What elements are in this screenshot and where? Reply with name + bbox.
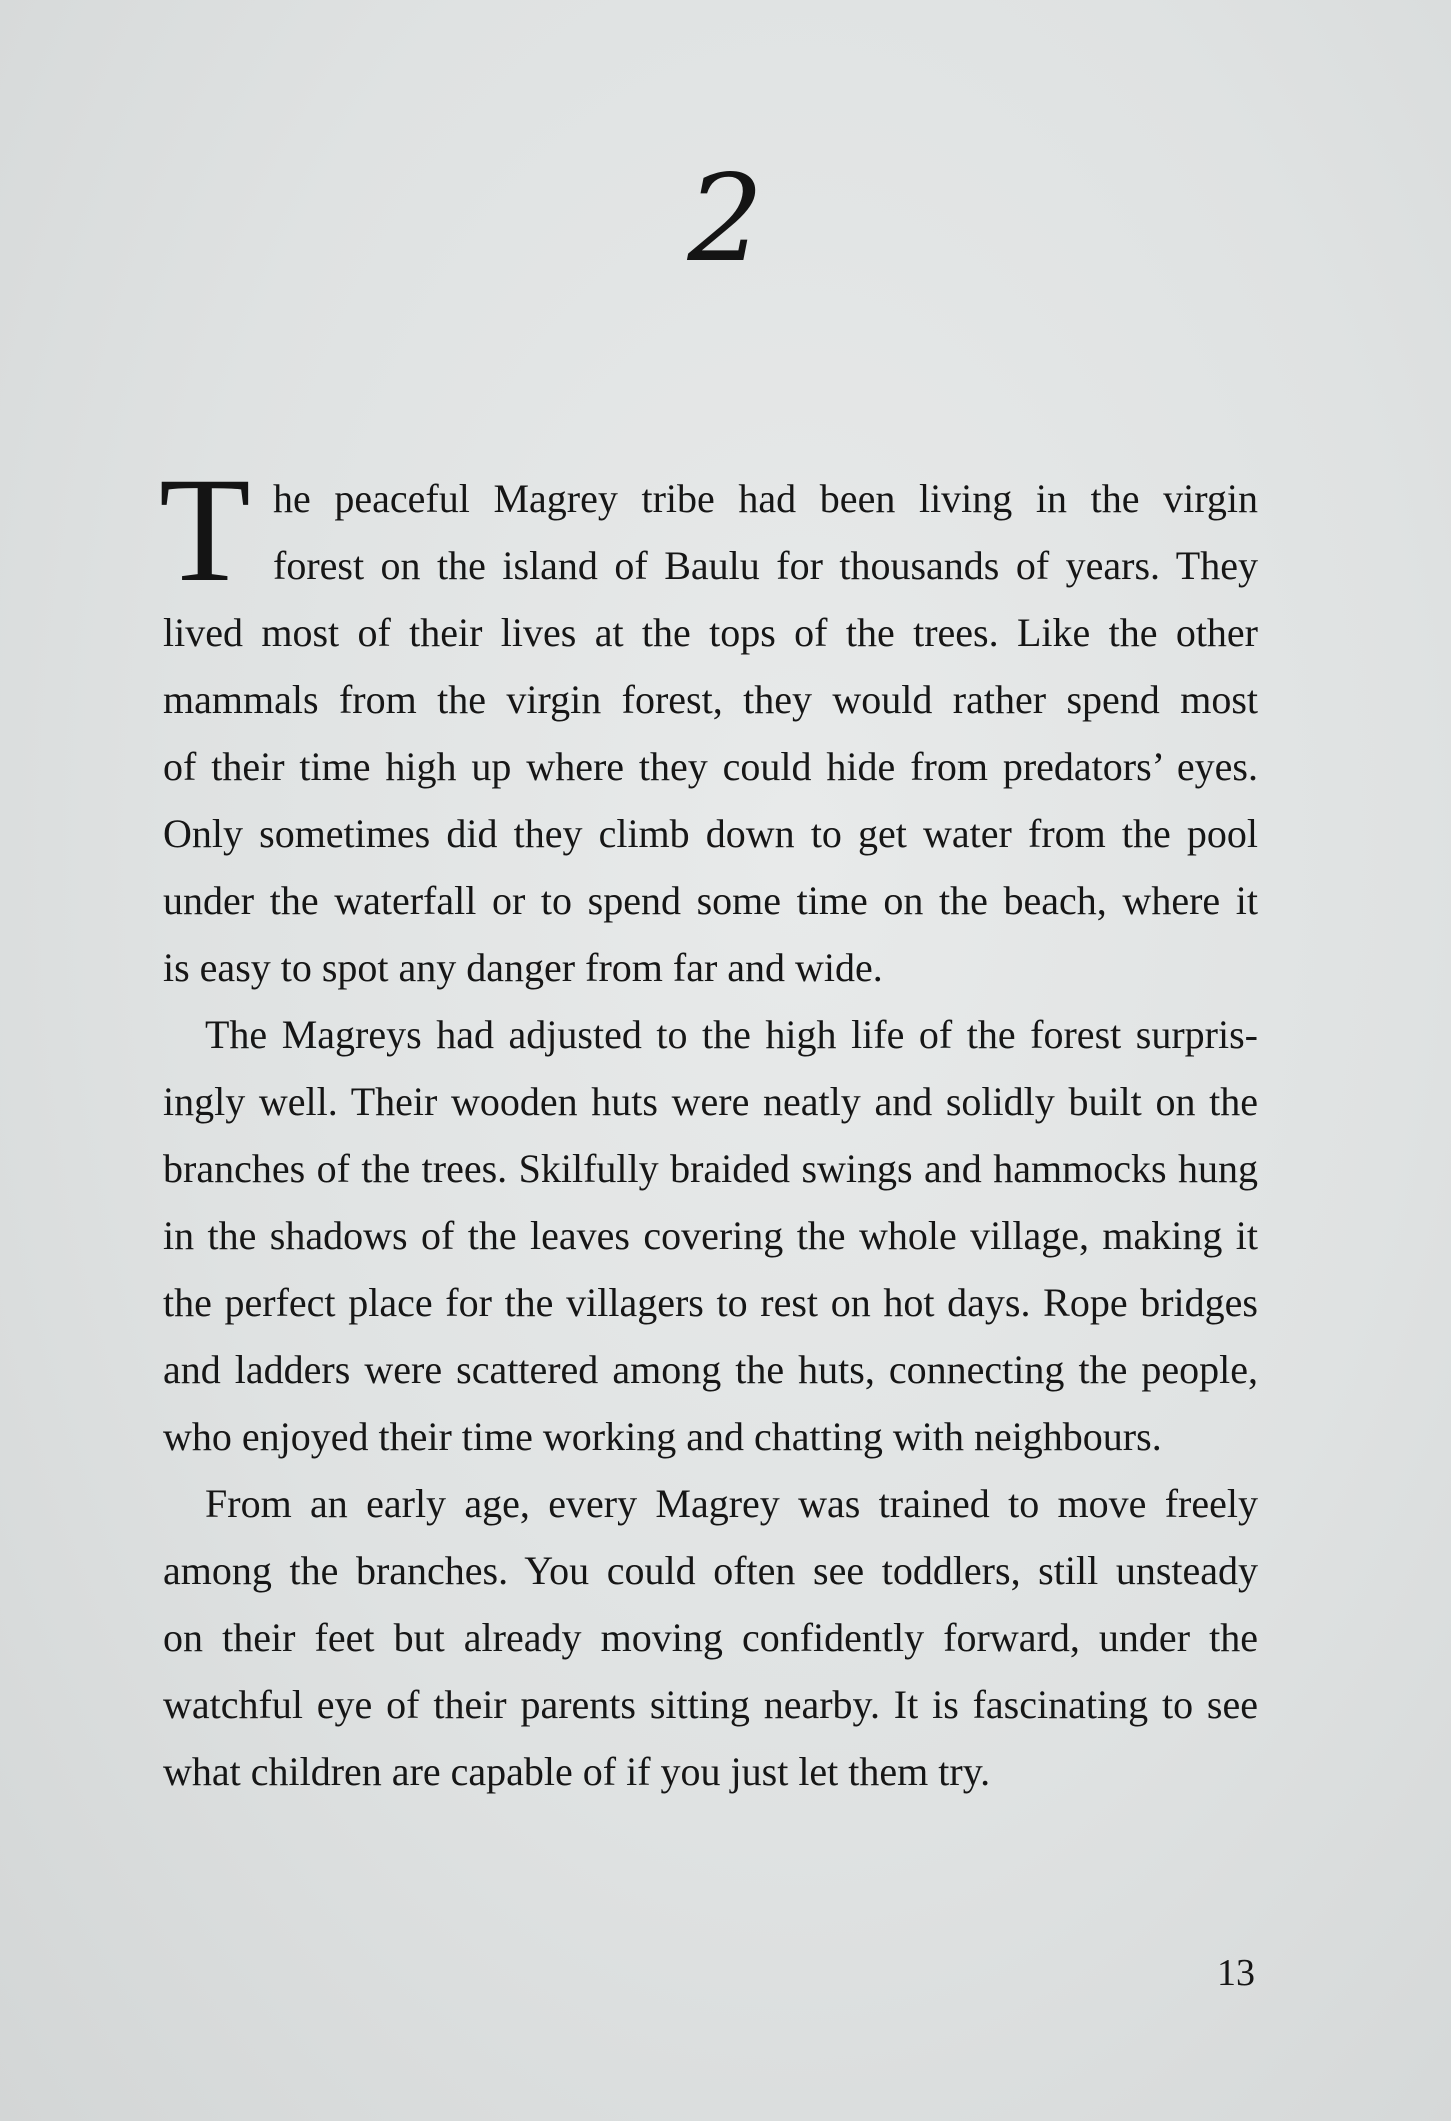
chapter-body [159,447,1258,1805]
text-line: the perfect place for the villagers to rest on hot days. Rope bridges [163,1280,1258,1325]
text-line: what children are capable of if you just let them try. [163,1749,991,1794]
text-line: under the waterfall or to spend some time on the beach, where it [163,878,1258,923]
text-line: who enjoyed their time working and chatting with neighbours. [163,1414,1162,1459]
text-line: among the branches. You could often see toddlers, still unsteady [163,1548,1258,1593]
text-line: watchful eye of their parents sitting nearby. It is fascinating to see [163,1682,1258,1727]
text-line: Only sometimes did they climb down to get water from the pool [163,811,1258,856]
text-line: From an early age, every Magrey was trained to move freely [205,1481,1258,1526]
text-line: forest on the island of Baulu for thousands of years. They [273,543,1258,588]
paragraph-3 [163,1470,1258,1805]
paragraph-1 [159,447,1258,1001]
text-line: The Magreys had adjusted to the high life of the forest surpris- [205,1012,1258,1057]
text-line: is easy to spot any danger from far and wide. [163,945,883,990]
text-line: of their time high up where they could hide from predators’ eyes. [163,744,1258,789]
text-line: ingly well. Their wooden huts were neatly and solidly built on the [163,1079,1258,1124]
paragraph-2 [163,1001,1258,1470]
text-line: he peaceful Magrey tribe had been living in the virgin [273,476,1258,521]
drop-cap: T [159,447,251,613]
text-line: lived most of their lives at the tops of the trees. Like the other [163,610,1258,655]
text-line: and ladders were scattered among the huts, connecting the people, [163,1347,1258,1392]
text-line: mammals from the virgin forest, they would rather spend most [163,677,1258,722]
chapter-number: 2 [687,150,764,289]
text-line: branches of the trees. Skilfully braided swings and hammocks hung [163,1146,1258,1191]
page-number: 13 [1217,1952,1255,1994]
text-line: on their feet but already moving confidently forward, under the [163,1615,1258,1660]
text-line: in the shadows of the leaves covering the whole village, making it [163,1213,1258,1258]
